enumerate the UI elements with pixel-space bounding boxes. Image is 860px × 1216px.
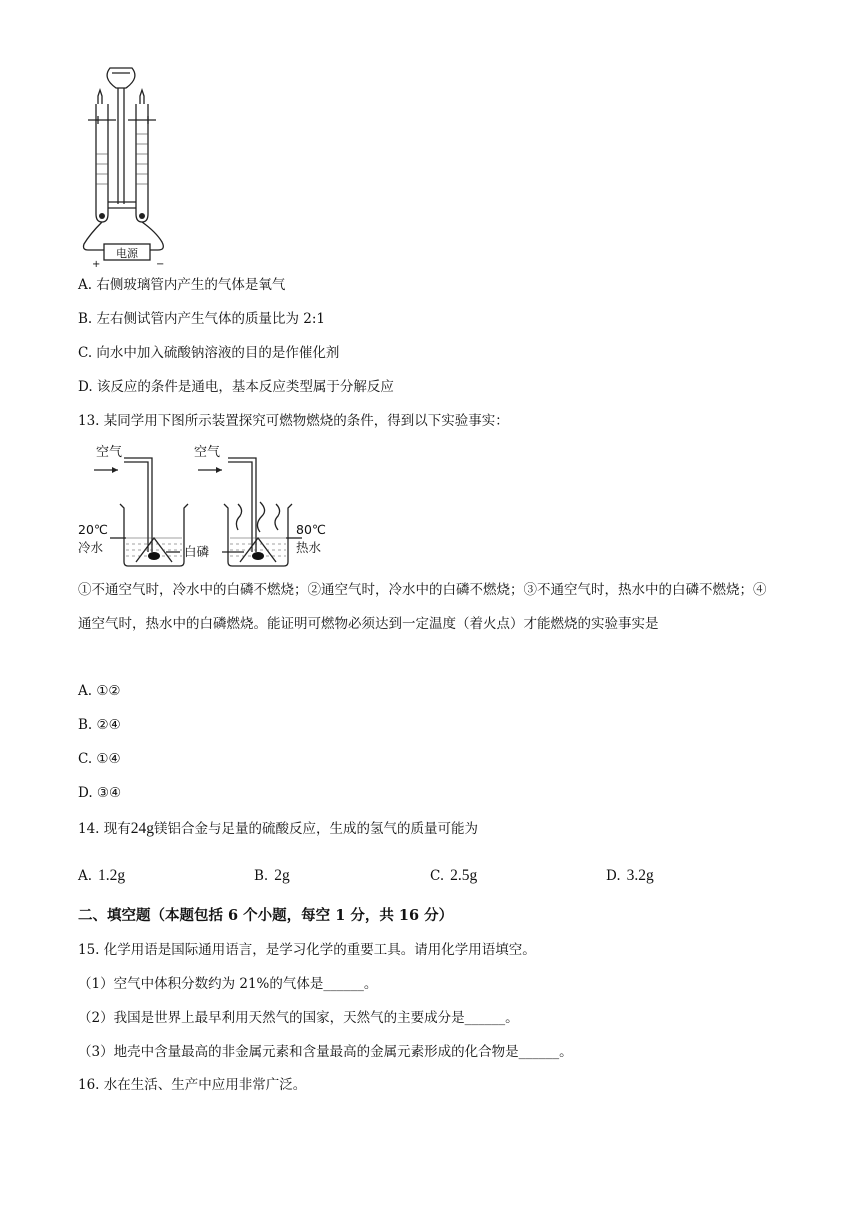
q12-option-c: C. 向水中加入硫酸钠溶液的目的是作催化剂 <box>78 345 340 361</box>
q14-stem-before: 14. 现有 <box>78 821 131 837</box>
q13-facts: ①不通空气时，冷水中的白磷不燃烧；②通空气时，冷水中的白磷不燃烧；③不通空气时，热水中的白磷不燃烧；④通空气时，热水中的白磷燃烧。能证明可燃物必须达到一定温度（着火点）才能燃烧的实验事实是 <box>78 582 767 632</box>
q14-option-a-value: 1.2g <box>98 867 126 884</box>
q13-stem: 13. 某同学用下图所示装置探究可燃物燃烧的条件，得到以下实验事实： <box>78 413 509 429</box>
q14-option-d <box>606 866 654 886</box>
q15-item-3: （3）地壳中含量最高的非金属元素和含量最高的金属元素形成的化合物是______。 <box>78 1044 573 1060</box>
q14-option-c <box>430 866 477 886</box>
q14-option-a <box>78 866 125 886</box>
q14-option-d-letter: D. <box>606 868 621 884</box>
hot-water-temp-label: 80℃ <box>296 522 326 537</box>
air-label-left: 空气 <box>96 445 123 460</box>
q14-stem-number: 24g <box>130 820 155 837</box>
q13-option-d: D. ③④ <box>78 785 122 801</box>
q14-option-a-letter: A. <box>78 868 93 884</box>
q13-option-a: A. ①② <box>78 683 121 699</box>
q14-option-b <box>254 866 290 886</box>
negative-terminal-label: − <box>156 259 165 270</box>
cold-water-label: 冷水 <box>78 540 104 555</box>
q14-stem <box>78 820 478 838</box>
q15-item-2: （2）我国是世界上最早利用天然气的国家，天然气的主要成分是______。 <box>78 1010 519 1026</box>
q12-option-a: A. 右侧玻璃管内产生的气体是氧气 <box>78 277 286 293</box>
q14-option-d-value: 3.2g <box>626 867 654 884</box>
q15-stem: 15. 化学用语是国际通用语言，是学习化学的重要工具。请用化学用语填空。 <box>78 942 536 958</box>
q14-option-c-value: 2.5g <box>450 867 478 884</box>
q14-option-b-value: 2g <box>274 867 290 884</box>
positive-terminal-label: + <box>92 259 101 270</box>
cold-water-temp-label: 20℃ <box>78 522 108 537</box>
white-phosphorus-label: 白磷 <box>184 544 210 559</box>
q14-stem-after: 镁铝合金与足量的硫酸反应，生成的氢气的质量可能为 <box>154 821 479 837</box>
q16-stem: 16. 水在生活、生产中应用非常广泛。 <box>78 1077 307 1093</box>
q14-option-c-letter: C. <box>430 868 445 884</box>
electrolysis-apparatus-figure <box>70 64 210 274</box>
section-two-heading: 二、填空题（本题包括 6 个小题，每空 1 分，共 16 分） <box>78 907 454 924</box>
q12-option-b: B. 左右侧试管内产生气体的质量比为 2:1 <box>78 311 326 327</box>
q13-option-b: B. ②④ <box>78 717 121 733</box>
power-source-label: 电源 <box>116 247 138 260</box>
q14-option-b-letter: B. <box>254 868 269 884</box>
q12-option-d: D. 该反应的条件是通电，基本反应类型属于分解反应 <box>78 379 394 395</box>
air-label-right: 空气 <box>194 445 221 460</box>
hot-water-label: 热水 <box>296 540 322 555</box>
q13-option-c: C. ①④ <box>78 751 121 767</box>
q15-item-1: （1）空气中体积分数约为 21%的气体是______。 <box>78 976 378 992</box>
combustion-experiment-figure <box>74 440 344 570</box>
